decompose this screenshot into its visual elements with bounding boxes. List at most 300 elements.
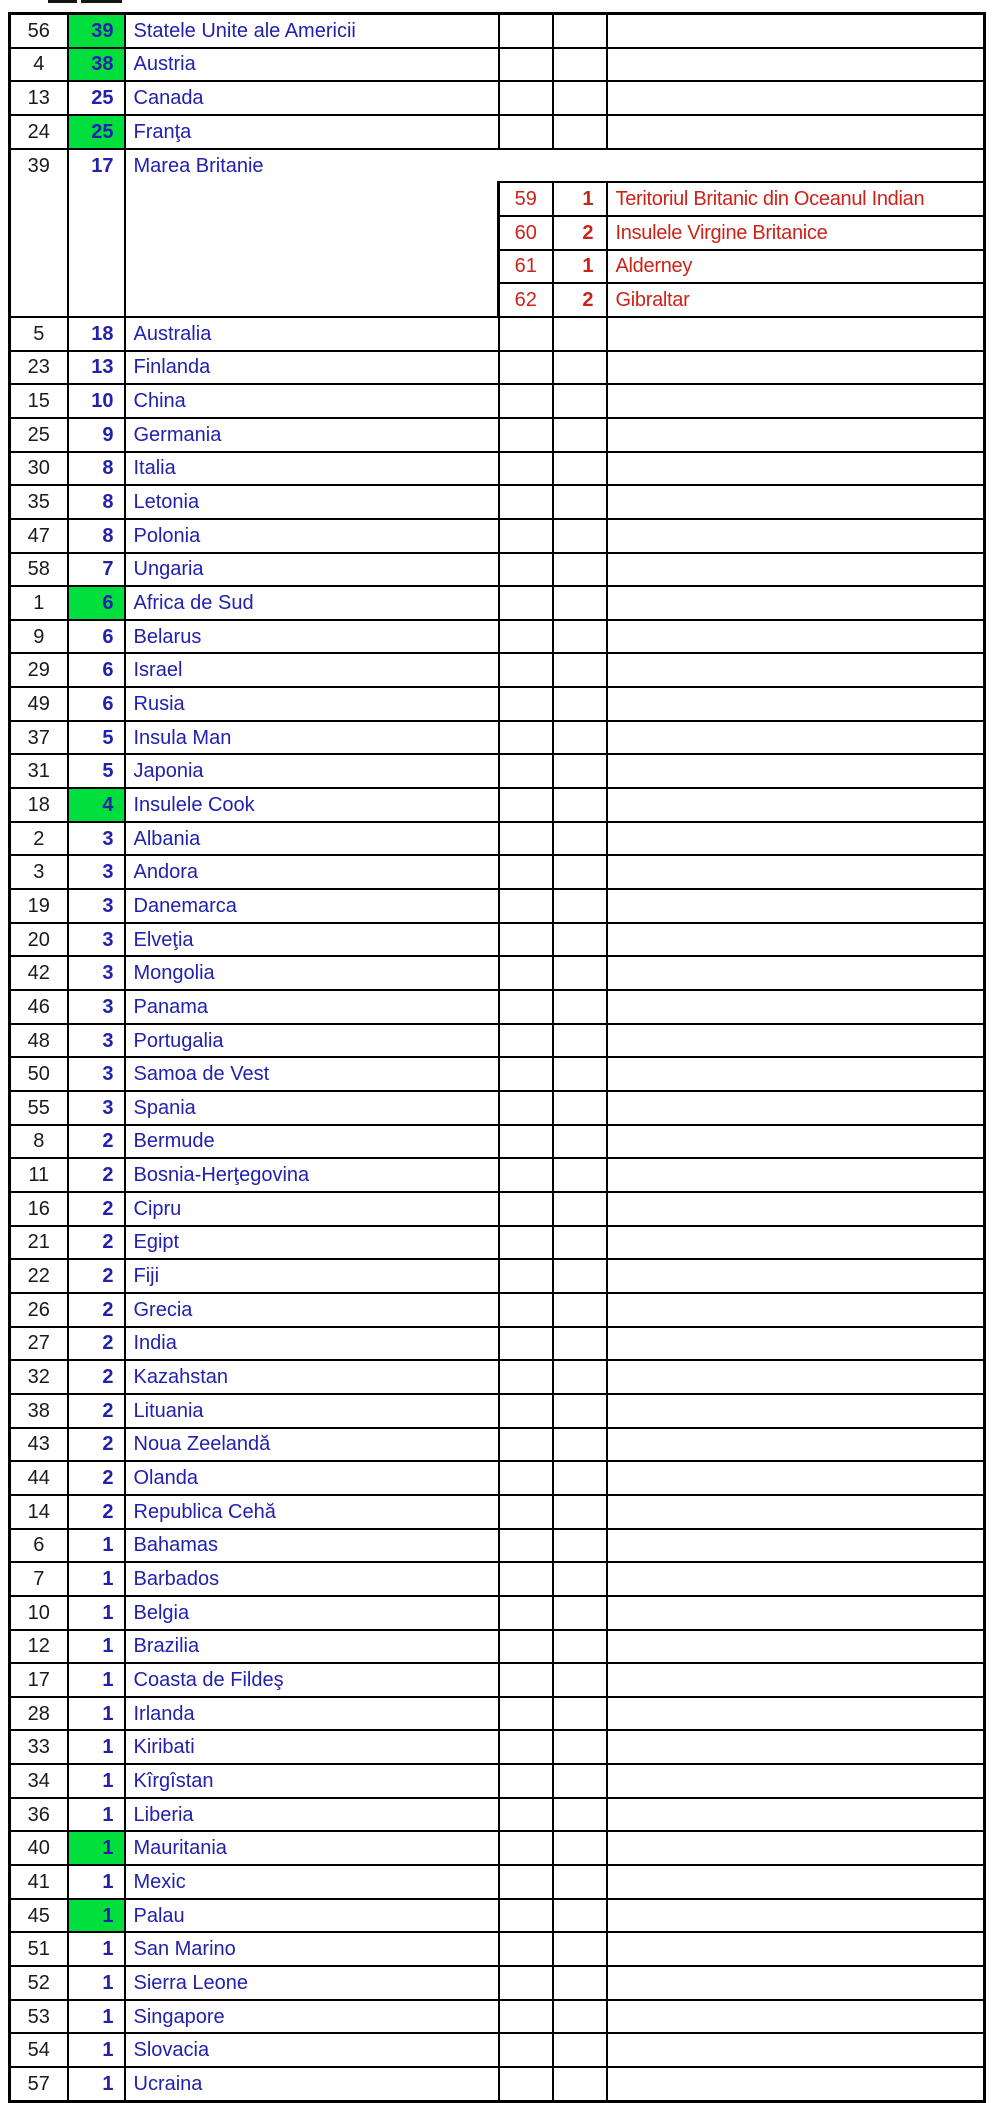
rank-cell: 50 (10, 1057, 68, 1091)
value-cell: 1 (68, 1697, 125, 1731)
empty-cell (607, 687, 985, 721)
country-cell: Spania (125, 1091, 499, 1125)
empty-cell (499, 923, 553, 957)
table-row (10, 889, 985, 923)
table-row (10, 855, 985, 889)
table-row (10, 822, 985, 856)
value-cell: 2 (553, 216, 607, 250)
value-cell: 39 (68, 14, 125, 48)
country-cell: Elveţia (125, 923, 499, 957)
empty-cell (607, 586, 985, 620)
table-row (10, 990, 985, 1024)
empty-cell (553, 889, 607, 923)
empty-cell (607, 48, 985, 82)
table-row (10, 1125, 985, 1159)
empty-cell (499, 1562, 553, 1596)
table-row (10, 1798, 985, 1832)
empty-cell (607, 1327, 985, 1361)
value-cell: 1 (553, 182, 607, 216)
table-row (10, 384, 985, 418)
table-row (10, 1091, 985, 1125)
empty-cell (607, 620, 985, 654)
empty-cell (553, 317, 607, 351)
rank-cell: 16 (10, 1192, 68, 1226)
country-cell: Mauritania (125, 1831, 499, 1865)
rank-cell: 7 (10, 1562, 68, 1596)
value-cell: 6 (68, 653, 125, 687)
empty-cell (553, 956, 607, 990)
rank-cell: 53 (10, 2000, 68, 2034)
empty-cell (553, 1495, 607, 1529)
empty-cell (607, 317, 985, 351)
empty-cell (499, 519, 553, 553)
rank-cell: 42 (10, 956, 68, 990)
empty-cell (553, 1798, 607, 1832)
country-cell: Panama (125, 990, 499, 1024)
rank-cell: 36 (10, 1798, 68, 1832)
rank-cell: 51 (10, 1932, 68, 1966)
empty-cell (607, 1764, 985, 1798)
value-cell: 2 (68, 1327, 125, 1361)
country-cell: San Marino (125, 1932, 499, 1966)
value-cell: 2 (68, 1192, 125, 1226)
value-cell: 1 (68, 1663, 125, 1697)
value-cell: 3 (68, 1057, 125, 1091)
empty-cell (607, 1495, 985, 1529)
rank-cell: 31 (10, 754, 68, 788)
table-row (10, 485, 985, 519)
value-cell: 2 (68, 1293, 125, 1327)
value-cell: 1 (68, 1932, 125, 1966)
value-cell: 2 (68, 1495, 125, 1529)
empty-cell (553, 653, 607, 687)
value-cell: 2 (68, 1259, 125, 1293)
country-cell: Mexic (125, 1865, 499, 1899)
empty-cell (499, 1596, 553, 1630)
rank-cell: 11 (10, 1158, 68, 1192)
country-cell: Polonia (125, 519, 499, 553)
empty-cell (607, 855, 985, 889)
rank-cell: 1 (10, 586, 68, 620)
empty-cell (553, 1697, 607, 1731)
table-row (10, 1057, 985, 1091)
empty-cell (607, 1697, 985, 1731)
empty-cell (607, 1057, 985, 1091)
value-cell: 25 (68, 115, 125, 149)
empty-cell (499, 1730, 553, 1764)
empty-cell (499, 956, 553, 990)
empty-cell (607, 822, 985, 856)
empty-cell (553, 1192, 607, 1226)
country-cell: Canada (125, 81, 499, 115)
empty-cell (499, 1057, 553, 1091)
value-cell: 1 (68, 1764, 125, 1798)
rank-cell: 24 (10, 115, 68, 149)
value-cell: 3 (68, 990, 125, 1024)
value-cell: 8 (68, 452, 125, 486)
empty-cell (499, 1798, 553, 1832)
rank-cell: 59 (499, 182, 553, 216)
empty-cell (553, 822, 607, 856)
table-row (10, 1730, 985, 1764)
empty-cell (607, 1461, 985, 1495)
table-row (10, 1024, 985, 1058)
rank-cell: 26 (10, 1293, 68, 1327)
empty-cell (499, 620, 553, 654)
value-cell: 18 (68, 317, 125, 351)
empty-cell (553, 2067, 607, 2101)
empty-cell (607, 1293, 985, 1327)
empty-cell (499, 1125, 553, 1159)
rank-cell: 22 (10, 1259, 68, 1293)
rank-cell: 32 (10, 1360, 68, 1394)
empty-cell (499, 721, 553, 755)
country-cell: Franţa (125, 115, 499, 149)
country-cell: Rusia (125, 687, 499, 721)
country-cell: Sierra Leone (125, 1966, 499, 2000)
empty-cell (499, 1529, 553, 1563)
table-row (10, 586, 985, 620)
empty-cell (499, 1327, 553, 1361)
table-row (10, 1529, 985, 1563)
table-row (10, 149, 985, 183)
rank-cell: 61 (499, 250, 553, 284)
rank-cell: 52 (10, 1966, 68, 2000)
table-row (10, 1495, 985, 1529)
empty-cell (553, 14, 607, 48)
value-cell: 3 (68, 923, 125, 957)
table-row (10, 1697, 985, 1731)
empty-cell (553, 351, 607, 385)
value-cell: 3 (68, 1024, 125, 1058)
table-row (10, 1259, 985, 1293)
empty-cell (607, 418, 985, 452)
empty-cell (607, 1798, 985, 1832)
value-cell: 1 (68, 1831, 125, 1865)
value-cell: 2 (68, 1158, 125, 1192)
country-cell: Japonia (125, 754, 499, 788)
value-cell: 1 (68, 1865, 125, 1899)
empty-cell (607, 2033, 985, 2067)
rank-cell: 47 (10, 519, 68, 553)
rank-cell: 6 (10, 1529, 68, 1563)
empty-cell (499, 351, 553, 385)
country-cell: Portugalia (125, 1024, 499, 1058)
empty-cell (607, 1899, 985, 1933)
table-row (10, 14, 985, 48)
country-cell: Belarus (125, 620, 499, 654)
value-cell: 1 (68, 1730, 125, 1764)
value-cell: 1 (68, 1899, 125, 1933)
empty-cell (607, 14, 985, 48)
rank-cell: 39 (10, 149, 68, 317)
table-row (10, 721, 985, 755)
table-row (10, 553, 985, 587)
value-cell: 8 (68, 485, 125, 519)
empty-cell (607, 1428, 985, 1462)
empty-cell (553, 1293, 607, 1327)
country-cell: Teritoriul Britanic din Oceanul Indian (607, 182, 985, 216)
empty-cell (553, 1730, 607, 1764)
table-row (10, 923, 985, 957)
table-row (10, 788, 985, 822)
empty-cell (499, 754, 553, 788)
empty-cell (499, 889, 553, 923)
value-cell: 3 (68, 855, 125, 889)
empty-cell (499, 317, 553, 351)
empty-cell (499, 1394, 553, 1428)
country-cell: Letonia (125, 485, 499, 519)
empty-cell (553, 1831, 607, 1865)
rank-cell: 48 (10, 1024, 68, 1058)
country-cell: Liberia (125, 1798, 499, 1832)
table-row (10, 1394, 985, 1428)
value-cell: 6 (68, 687, 125, 721)
empty-cell (499, 2067, 553, 2101)
country-cell: Palau (125, 1899, 499, 1933)
empty-cell (607, 721, 985, 755)
empty-cell (499, 115, 553, 149)
value-cell: 3 (68, 889, 125, 923)
empty-cell (607, 1596, 985, 1630)
country-cell: Insulele Virgine Britanice (607, 216, 985, 250)
empty-cell (607, 2000, 985, 2034)
empty-cell (499, 2033, 553, 2067)
empty-cell (607, 1192, 985, 1226)
value-cell: 13 (68, 351, 125, 385)
empty-cell (607, 1360, 985, 1394)
empty-cell (607, 351, 985, 385)
empty-cell (553, 990, 607, 1024)
value-cell: 1 (553, 250, 607, 284)
empty-cell (553, 384, 607, 418)
value-cell: 17 (68, 149, 125, 317)
rank-cell: 28 (10, 1697, 68, 1731)
value-cell: 2 (68, 1226, 125, 1260)
country-cell: Grecia (125, 1293, 499, 1327)
empty-cell (607, 990, 985, 1024)
country-cell: Albania (125, 822, 499, 856)
empty-cell (499, 81, 553, 115)
empty-cell (499, 1764, 553, 1798)
value-cell: 4 (68, 788, 125, 822)
empty-cell (607, 1663, 985, 1697)
empty-cell (499, 687, 553, 721)
empty-cell (553, 1966, 607, 2000)
value-cell: 8 (68, 519, 125, 553)
rank-cell: 20 (10, 923, 68, 957)
country-cell: Ucraina (125, 2067, 499, 2101)
empty-cell (553, 1158, 607, 1192)
empty-cell (553, 855, 607, 889)
value-cell: 2 (68, 1428, 125, 1462)
value-cell: 5 (68, 721, 125, 755)
country-cell: Barbados (125, 1562, 499, 1596)
empty-cell (499, 1461, 553, 1495)
empty-cell (553, 1932, 607, 1966)
rank-cell: 45 (10, 1899, 68, 1933)
table-row (10, 1428, 985, 1462)
country-cell: Coasta de Fildeş (125, 1663, 499, 1697)
rank-cell: 2 (10, 822, 68, 856)
empty-cell (499, 586, 553, 620)
value-cell: 38 (68, 48, 125, 82)
country-cell: Fiji (125, 1259, 499, 1293)
rank-cell: 57 (10, 2067, 68, 2101)
value-cell: 3 (68, 822, 125, 856)
country-cell: Olanda (125, 1461, 499, 1495)
empty-cell (553, 754, 607, 788)
table-row (10, 2067, 985, 2101)
rank-cell: 56 (10, 14, 68, 48)
empty-cell (607, 1865, 985, 1899)
table-row (10, 653, 985, 687)
empty-cell (553, 1091, 607, 1125)
empty-cell (553, 1764, 607, 1798)
country-cell: Insulele Cook (125, 788, 499, 822)
country-cell: Bosnia-Herţegovina (125, 1158, 499, 1192)
table-row (10, 1899, 985, 1933)
rank-cell: 49 (10, 687, 68, 721)
table-row (10, 1226, 985, 1260)
value-cell: 2 (68, 1360, 125, 1394)
country-cell: China (125, 384, 499, 418)
table-row (10, 687, 985, 721)
empty-cell (607, 81, 985, 115)
empty-cell (499, 1663, 553, 1697)
empty-cell (553, 553, 607, 587)
empty-cell (607, 452, 985, 486)
empty-cell (607, 1259, 985, 1293)
rank-cell: 25 (10, 418, 68, 452)
empty-cell (553, 586, 607, 620)
country-cell: Marea Britanie (125, 149, 499, 317)
empty-cell (553, 485, 607, 519)
rank-cell: 60 (499, 216, 553, 250)
table-row (10, 418, 985, 452)
table-row (10, 81, 985, 115)
country-cell: Egipt (125, 1226, 499, 1260)
value-cell: 7 (68, 553, 125, 587)
borderless-gap-cell (499, 149, 985, 183)
empty-cell (553, 1327, 607, 1361)
country-cell: Bermude (125, 1125, 499, 1159)
value-cell: 2 (68, 1125, 125, 1159)
empty-cell (553, 1024, 607, 1058)
table-row (10, 2000, 985, 2034)
country-cell: Gibraltar (607, 283, 985, 317)
rank-cell: 41 (10, 1865, 68, 1899)
country-cell: Australia (125, 317, 499, 351)
rank-cell: 43 (10, 1428, 68, 1462)
country-cell: Andora (125, 855, 499, 889)
table-row (10, 754, 985, 788)
table-row (10, 1192, 985, 1226)
empty-cell (553, 2000, 607, 2034)
empty-cell (499, 1158, 553, 1192)
cropped-row-artifact (81, 0, 122, 3)
table-row (10, 1966, 985, 2000)
empty-cell (499, 1899, 553, 1933)
empty-cell (553, 1562, 607, 1596)
empty-cell (553, 1394, 607, 1428)
empty-cell (553, 1461, 607, 1495)
country-cell: Singapore (125, 2000, 499, 2034)
empty-cell (607, 1966, 985, 2000)
empty-cell (553, 418, 607, 452)
empty-cell (553, 721, 607, 755)
country-cell: Noua Zeelandă (125, 1428, 499, 1462)
empty-cell (499, 1024, 553, 1058)
empty-cell (553, 788, 607, 822)
value-cell: 2 (553, 283, 607, 317)
empty-cell (553, 48, 607, 82)
empty-cell (553, 1057, 607, 1091)
empty-cell (607, 115, 985, 149)
empty-cell (607, 923, 985, 957)
country-cell: Austria (125, 48, 499, 82)
empty-cell (607, 956, 985, 990)
empty-cell (553, 1529, 607, 1563)
country-cell: Bahamas (125, 1529, 499, 1563)
empty-cell (607, 1091, 985, 1125)
empty-cell (553, 1899, 607, 1933)
empty-cell (607, 1730, 985, 1764)
rank-cell: 10 (10, 1596, 68, 1630)
rank-cell: 35 (10, 485, 68, 519)
value-cell: 6 (68, 586, 125, 620)
country-cell: Insula Man (125, 721, 499, 755)
empty-cell (499, 653, 553, 687)
rank-cell: 15 (10, 384, 68, 418)
table-row (10, 115, 985, 149)
empty-cell (553, 620, 607, 654)
rank-cell: 5 (10, 317, 68, 351)
rank-cell: 23 (10, 351, 68, 385)
empty-cell (607, 1831, 985, 1865)
rank-cell: 34 (10, 1764, 68, 1798)
empty-cell (607, 519, 985, 553)
rank-cell: 18 (10, 788, 68, 822)
empty-cell (499, 1495, 553, 1529)
empty-cell (607, 754, 985, 788)
empty-cell (553, 1865, 607, 1899)
empty-cell (553, 2033, 607, 2067)
table-row (10, 48, 985, 82)
empty-cell (553, 1630, 607, 1664)
country-medal-table (8, 12, 986, 2103)
rank-cell: 55 (10, 1091, 68, 1125)
empty-cell (607, 788, 985, 822)
country-cell: Alderney (607, 250, 985, 284)
empty-cell (607, 653, 985, 687)
value-cell: 1 (68, 1966, 125, 2000)
rank-cell: 27 (10, 1327, 68, 1361)
value-cell: 1 (68, 1596, 125, 1630)
empty-cell (499, 1192, 553, 1226)
rank-cell: 4 (10, 48, 68, 82)
empty-cell (499, 1697, 553, 1731)
empty-cell (607, 1024, 985, 1058)
table-row (10, 351, 985, 385)
empty-cell (607, 1125, 985, 1159)
empty-cell (499, 14, 553, 48)
empty-cell (607, 1158, 985, 1192)
empty-cell (499, 788, 553, 822)
rank-cell: 30 (10, 452, 68, 486)
value-cell: 3 (68, 956, 125, 990)
empty-cell (499, 48, 553, 82)
